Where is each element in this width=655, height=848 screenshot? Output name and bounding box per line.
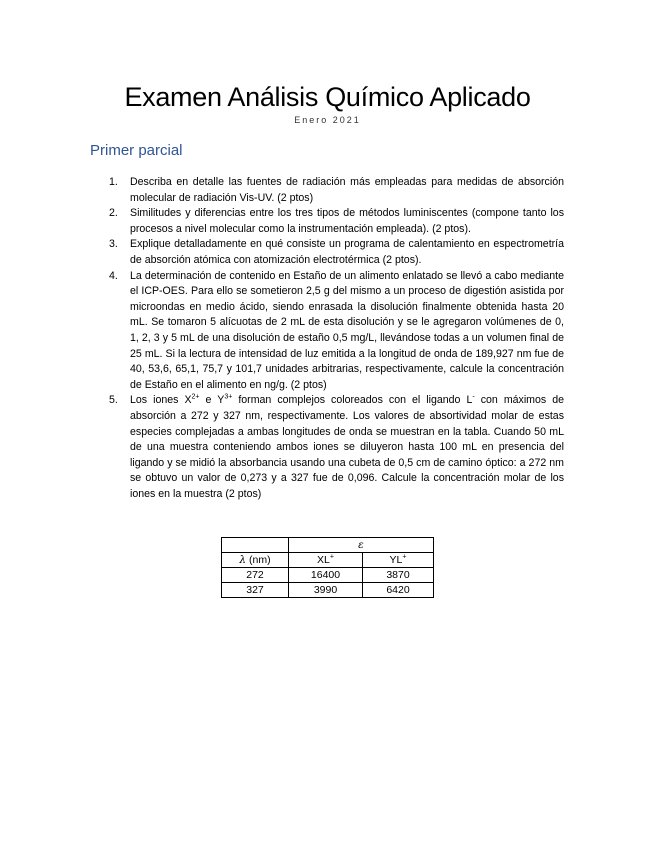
ligand-charge-superscript: - [472,393,475,401]
lambda-cell: 327 [222,583,289,598]
lambda-cell: 272 [222,568,289,583]
question-list [90,175,564,502]
question-text: La determinación de contenido en Estaño de un alimento enlatado se llevó a cabo mediante el ICP-OES. Para ello se sometieron 2,5 g del mismo a un proceso de digestión asistida por microondas en medio ácido, siendo enrasada la disolución finalmente obtenida hasta 20 mL. Se tomaron 5 alícuotas de 2 mL de esta disolución y se le agregaron volúmenes de 0, 1, 2, 3 y 5 mL de una disolución de estaño 0,5 mg/L, llevándose todas a un volumen final de 25 mL. Si la lectura de intensidad de luz emitida a la longitud de onda de 189,927 nm fue de 40, 53,6, 65,1, 75,7 y 101,7 unidades arbitrarias, respectivamente, calcule la concentración de Estaño en el alimento en ng/g. (2 ptos) [130,269,564,391]
yl-cell: 6420 [363,583,434,598]
xl-label: XL [317,554,330,566]
yl-label: YL [389,554,403,566]
question-item [90,269,564,394]
question-text: Describa en detalle las fuentes de radiación más empleadas para medidas de absorción molecular de radiación Vis-UV. (2 ptos) [130,176,564,204]
exam-title: Examen Análisis Químico Aplicado [124,82,531,112]
absorptivity-table [221,537,434,598]
question-item [90,393,564,502]
epsilon-header [289,538,434,553]
question-number: 5. [109,394,118,407]
xl-cell: 3990 [289,583,363,598]
question-text: Explique detalladamente en qué consiste un programa de calentamiento en espectrometría de absorción atómica con atomización electrotérmica (2 ptos). [130,238,564,266]
question-text-segment: Los iones X [130,394,192,407]
question-text-segment: forman complejos coloreados con el ligando L [232,394,473,407]
question-number: 3. [109,238,118,251]
question-text-segment: e Y [199,394,225,407]
yl-cell: 3870 [363,568,434,583]
question-number: 1. [109,176,118,188]
table-header-row [222,553,434,568]
table-row [222,583,434,598]
table-row [222,568,434,583]
question-text-segment: con máximos de absorción a 272 y 327 nm, respectivamente. Los valores de absortividad molar de estas especies complejadas a ambas longitudes de onda se muestran en la tabla. Cuando 50 mL de una muestra conteniendo ambos iones se diluyeron hasta 100 mL en presencia del ligando y se midió la absorbancia usando una cubeta de 0,5 cm de camino óptico: a 272 nm se obtuvo un valor de 0,273 y a 327 fue de 0,096. Calcule la concentración molar de los iones en la muestra (2 ptos) [130,394,564,500]
table-header-row [222,538,434,553]
lambda-header [222,553,289,568]
section-heading: Primer parcial [90,142,183,159]
yl-charge: + [402,553,407,561]
yl-header [363,553,434,568]
xl-cell: 16400 [289,568,363,583]
lambda-unit: (nm) [246,554,271,566]
ion-charge-superscript: 3+ [224,393,233,401]
question-item [90,237,564,268]
question-item [90,175,564,206]
xl-header [289,553,363,568]
table-empty-cell [222,538,289,553]
lambda-symbol: λ [239,554,247,566]
xl-charge: + [329,553,334,561]
question-item [90,206,564,237]
question-number: 4. [109,269,118,282]
question-text [130,394,564,500]
ion-charge-superscript: 2+ [191,393,200,401]
exam-date: Enero 2021 [294,115,361,125]
question-text: Similitudes y diferencias entre los tres tipos de métodos luminiscentes (compone tanto los procesos a nivel molecular como la instrumentación empleada). (2 ptos). [130,207,564,235]
epsilon-symbol: ε [358,539,364,551]
question-number: 2. [109,207,118,220]
